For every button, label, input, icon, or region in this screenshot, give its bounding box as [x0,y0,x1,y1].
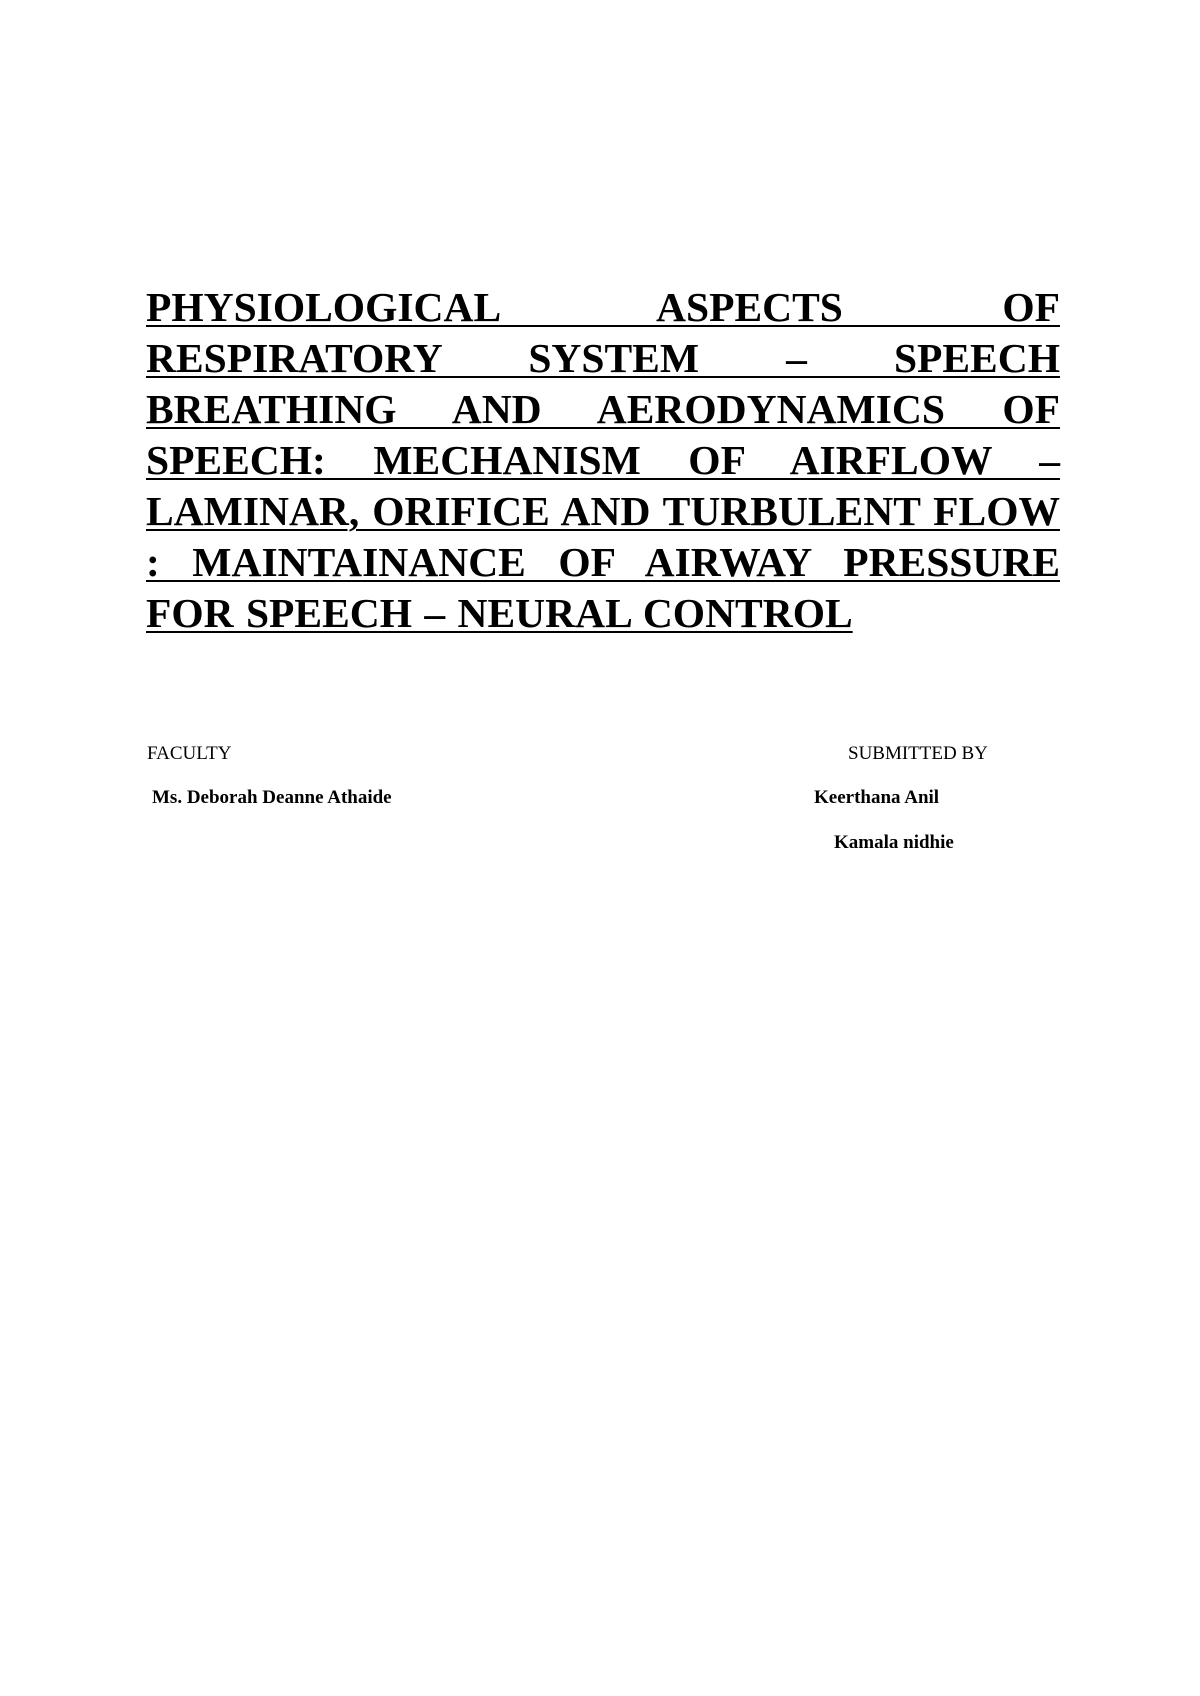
student-name: Kamala nidhie [834,832,954,853]
student-name: Keerthana Anil [814,787,940,808]
submitted-by-label: SUBMITTED BY [848,743,988,764]
document-title: PHYSIOLOGICAL ASPECTS OF RESPIRATORY SYSTEM – SPEECH BREATHING AND AERODYNAMICS OF SPEECH: MECHANISM OF AIRFLOW – LAMINAR, ORIFICE AND TURBULENT FLOW : MAINTAINANCE OF AIRWAY PRESSURE FOR SPEECH – NEURAL CONTROL [146,284,1060,636]
faculty-label: FACULTY [147,743,232,764]
faculty-name: Ms. Deborah Deanne Athaide [152,787,392,808]
